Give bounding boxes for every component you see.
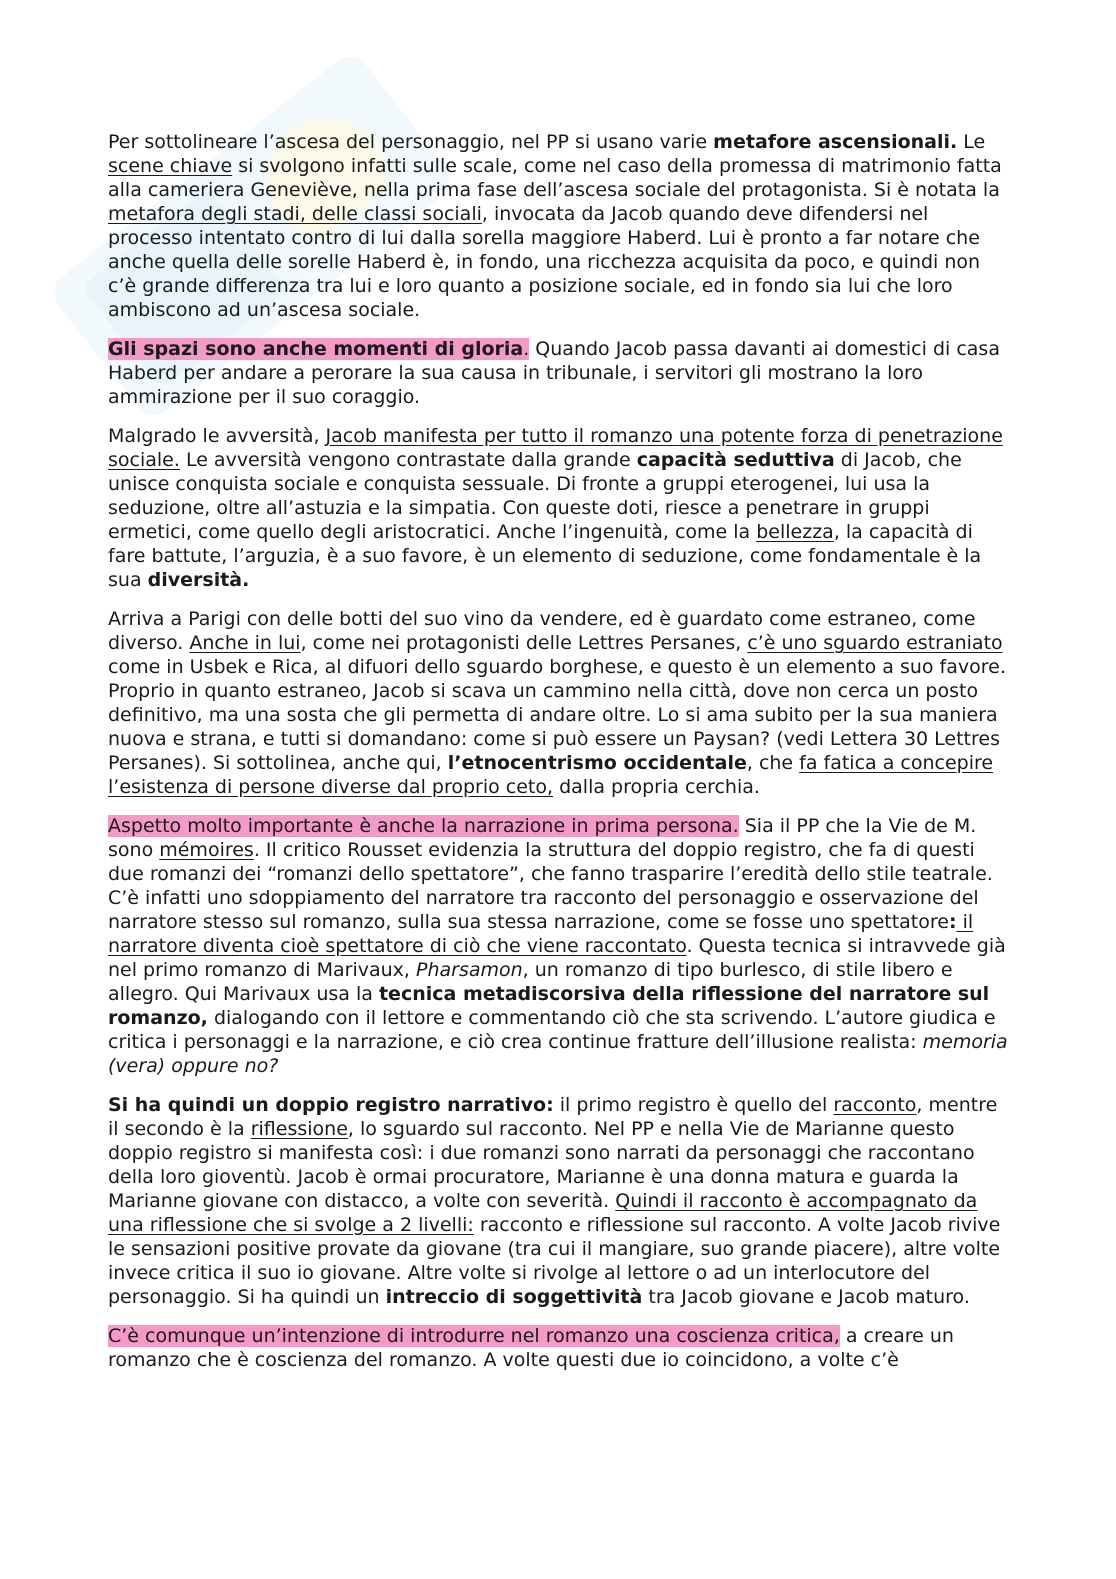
text-run: , un romanzo di tipo burlesco, di stile libero e allegro. Qui Marivaux usa la [108, 959, 953, 1005]
paragraph [108, 1093, 1008, 1309]
underlined-text: il narratore diventa cioè spettatore di ciò che viene raccontato [108, 911, 974, 957]
text-run: , lo sguardo sul racconto. Nel PP e nella Vie de Marianne questo doppio registro si manifesta così: i due romanzi sono narrati da personaggi che raccontano della loro gioventù. Jacob è ormai procuratore, Marianne è una donna matura e guarda la Marianne giovane con distacco, a volte con severità. [108, 1118, 975, 1212]
text-run: racconto e riflessione sul racconto. A volte Jacob rivive le sensazioni positive provate da giovane (tra cui il mangiare, suo grande piacere), altre volte invece critica il suo io giovane. Altre volte si rivolge al lettore o ad un interlocutore del personaggio. Si ha quindi un [108, 1214, 1001, 1308]
text-run: si svolgono infatti sulle scale, come nel caso della promessa di matrimonio fatta alla cameriera Geneviève, nella prima fase dell’ascesa sociale del protagonista. Si è notata la [108, 155, 1002, 201]
text-run: Malgrado le avversità, [108, 425, 326, 447]
text-run: . Questa tecnica si intravvede già nel primo romanzo di Marivaux, [108, 935, 1006, 981]
paragraph [108, 607, 1008, 799]
bold-text: l’etnocentrismo occidentale [447, 752, 747, 774]
text-run: il primo registro è quello del [553, 1094, 834, 1116]
underlined-text: riflessione [250, 1118, 348, 1140]
paragraph [108, 337, 1008, 409]
text-run: , che [746, 752, 800, 774]
underlined-text: fa fatica a concepire l’esistenza di persone diverse dal proprio ceto, [108, 752, 994, 798]
text-run: , invocata da Jacob quando deve difendersi nel processo intentato contro di lui dalla sorella maggiore Haberd. Lui è pronto a far notare che anche quella delle sorelle Haberd è, in fondo, una ricchezza acquisita da poco, e quindi non c’è grande differenza tra lui e loro quanto a posizione sociale, ed in fondo sia lui che loro ambiscono ad un’ascesa sociale. [108, 203, 981, 321]
bold-text: metafore ascensionali. [713, 131, 958, 153]
highlighted-text: C’è comunque un’intenzione di introdurre nel romanzo una coscienza critica, [108, 1325, 840, 1347]
text-run: di Jacob, che unisce conquista sociale e conquista sessuale. Di fronte a gruppi eterogenei, lui usa la seduzione, oltre all’astuzia e la simpatia. Con queste doti, riesce a penetrare in gruppi ermetici, come quello degli aristocratici. Anche l’ingenuità, come la [108, 449, 962, 543]
bold-text: capacità seduttiva [636, 449, 835, 471]
document-body [108, 130, 1008, 1387]
text-run: Per sottolineare l’ascesa del personaggio, nel PP si usano varie [108, 131, 714, 153]
underlined-text: Jacob manifesta per tutto il romanzo una potente forza di penetrazione sociale. [108, 425, 1003, 471]
paragraph [108, 424, 1008, 592]
underlined-text: Quindi il racconto è accompagnato da una riflessione che si svolge a 2 livelli: [108, 1190, 978, 1236]
underlined-text: racconto [833, 1094, 917, 1116]
text-run: Arriva a Parigi con delle botti del suo vino da vendere, ed è guardato come estraneo, come diverso. [108, 608, 976, 654]
bold-text: intreccio di soggettività [385, 1286, 643, 1308]
highlighted-text: Gli spazi sono anche momenti di gloria [108, 338, 524, 360]
underlined-text: Anche in lui [189, 632, 301, 654]
text-run: Sia il PP che la Vie de M. sono [108, 815, 977, 861]
highlighted-text: . [523, 338, 530, 360]
text-run: tra Jacob giovane e Jacob maturo. [642, 1286, 970, 1308]
underlined-text: scene chiave [108, 155, 233, 177]
text-run: Quando Jacob passa davanti ai domestici di casa Haberd per andare a perorare la sua causa in tribunale, i servitori gli mostrano la loro ammirazione per il suo coraggio. [108, 338, 1000, 408]
text-run: . Il critico Rousset evidenzia la struttura del doppio registro, che fa di questi due romanzi dei “romanzi dello spettatore”, che fanno trasparire l’eredità dello stile teatrale. C’è infatti uno sdoppiamento del narratore tra racconto del personaggio e osservazione del narratore stesso sul romanzo, sulla sua stessa narrazione, come se fosse uno spettatore [108, 839, 993, 933]
underlined-text: mémoires [159, 839, 254, 861]
underlined-text: c’è uno sguardo estraniato [747, 632, 1003, 654]
text-run: , mentre il secondo è la [108, 1094, 998, 1140]
underlined-text: bellezza [756, 521, 834, 543]
underlined-text: metafora degli stadi, delle classi sociali [108, 203, 482, 225]
paragraph [108, 814, 1008, 1078]
bold-text: diversità. [147, 569, 250, 591]
text-run: Le [957, 131, 986, 153]
text-run: Pharsamon [415, 959, 523, 981]
text-run: dalla propria cerchia. [553, 776, 760, 798]
text-run: come in Usbek e Rica, al difuori dello sguardo borghese, e questo è un elemento a suo favore. Proprio in quanto estraneo, Jacob si scava un cammino nella città, dove non cerca un posto definitivo, ma una sosta che gli permetta di andare oltre. Lo si ama subito per la sua maniera nuova e strana, e tutti si domandano: come si può essere un Paysan? (vedi Lettera 30 Lettres Persanes). Si sottolinea, anche qui, [108, 656, 1006, 774]
bold-text: Si ha quindi un doppio registro narrativo: [108, 1094, 554, 1116]
text-run: memoria (vera) oppure no? [108, 1031, 1008, 1077]
text-run: a creare un romanzo che è coscienza del romanzo. A volte questi due io coincidono, a volte c’è [108, 1325, 954, 1371]
text-run: Le avversità vengono contrastate dalla grande [179, 449, 637, 471]
text-run: , come nei protagonisti delle Lettres Persanes, [300, 632, 748, 654]
highlighted-text: Aspetto molto importante è anche la narrazione in prima persona. [108, 815, 739, 837]
text-run: dialogando con il lettore e commentando ciò che sta scrivendo. L’autore giudica e critica i personaggi e la narrazione, e ciò crea continue fratture dell’illusione realista: [108, 1007, 996, 1053]
text-run: , la capacità di fare battute, l’arguzia, è a suo favore, è un elemento di seduzione, come fondamentale è la sua [108, 521, 982, 591]
bold-text: : [948, 911, 957, 933]
paragraph [108, 1324, 1008, 1372]
paragraph [108, 130, 1008, 322]
bold-text: tecnica metadiscorsiva della riflessione del narratore sul romanzo, [108, 983, 990, 1029]
